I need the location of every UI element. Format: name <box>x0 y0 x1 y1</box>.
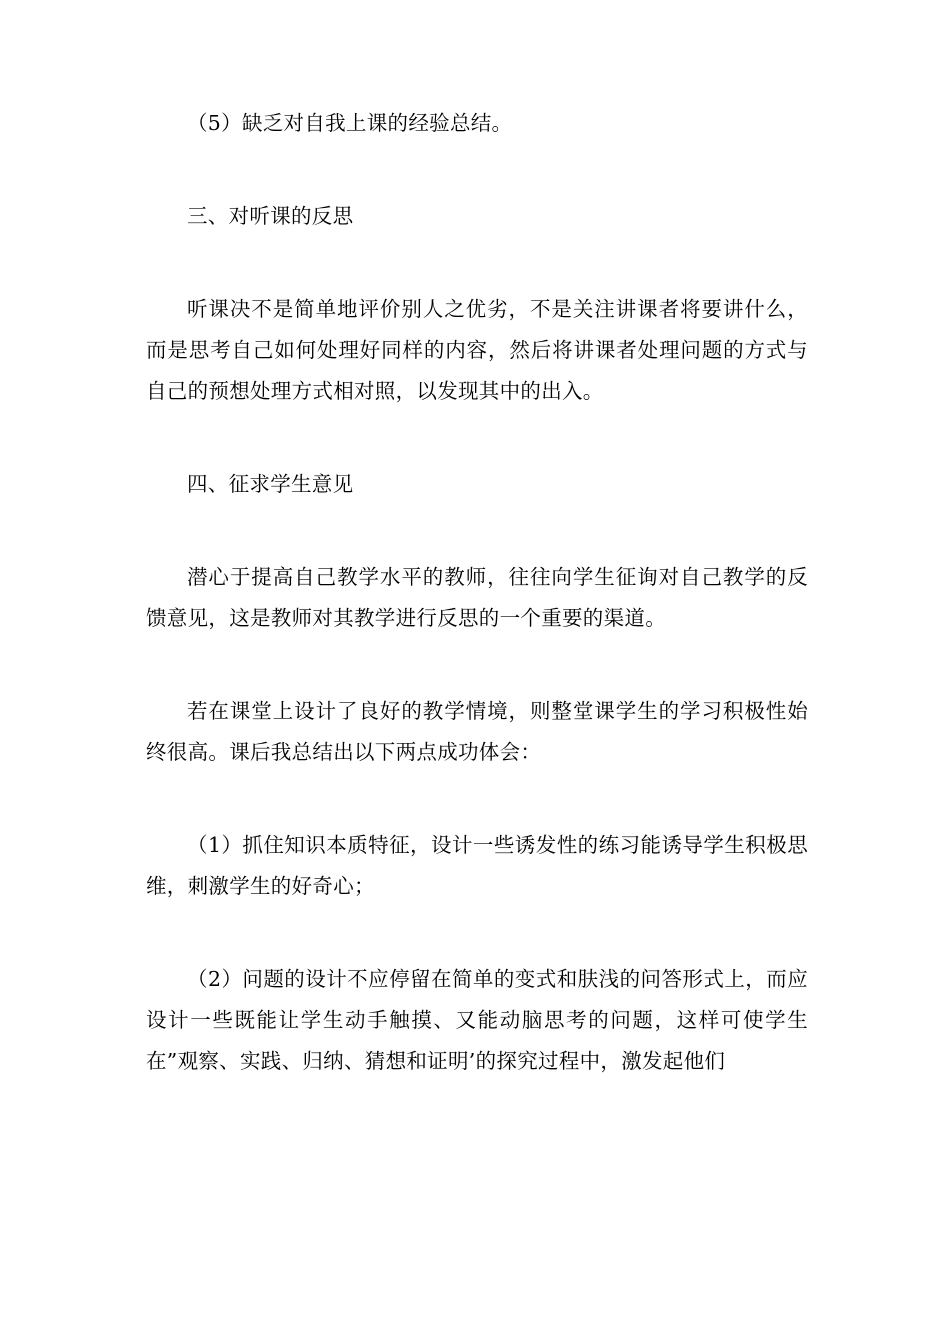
paragraph-gap <box>146 773 808 825</box>
section-heading-4: 四、征求学生意见 <box>187 472 354 496</box>
paragraph-listening-reflection: 听课决不是简单地评价别人之优劣，不是关注讲课者将要讲什么，而是思考自己如何处理好同样的内容，然后将讲课者处理问题的方式与自己的预想处理方式相对照，以发现其中的出入。 <box>146 297 808 403</box>
paragraph-gap <box>146 639 808 691</box>
paragraph-gap <box>146 412 808 464</box>
paragraph-gap <box>146 907 808 959</box>
document-body <box>146 103 808 1082</box>
paragraph-gap <box>146 144 808 196</box>
section-heading-3: 三、对听课的反思 <box>187 204 354 228</box>
list-item-5: （5）缺乏对自我上课的经验总结。 <box>187 111 513 135</box>
paragraph-student-feedback: 潜心于提高自己教学水平的教师，往往向学生征询对自己教学的反馈意见，这是教师对其教学进行反思的一个重要的渠道。 <box>146 565 808 630</box>
paragraph-gap <box>146 505 808 557</box>
list-item-2: （2）问题的设计不应停留在简单的变式和肤浅的问答形式上，而应设计一些既能让学生动手触摸、又能动脑思考的问题，这样可使学生在”观察、实践、归纳、猜想和证明’的探究过程中，激发起他们 <box>146 967 808 1073</box>
paragraph-teaching-context: 若在课堂上设计了良好的教学情境，则整堂课学生的学习积极性始终很高。课后我总结出以下两点成功体会： <box>146 699 808 764</box>
list-item-1: （1）抓住知识本质特征，设计一些诱发性的练习能诱导学生积极思维，刺激学生的好奇心； <box>146 833 808 898</box>
paragraph-gap <box>146 237 808 289</box>
